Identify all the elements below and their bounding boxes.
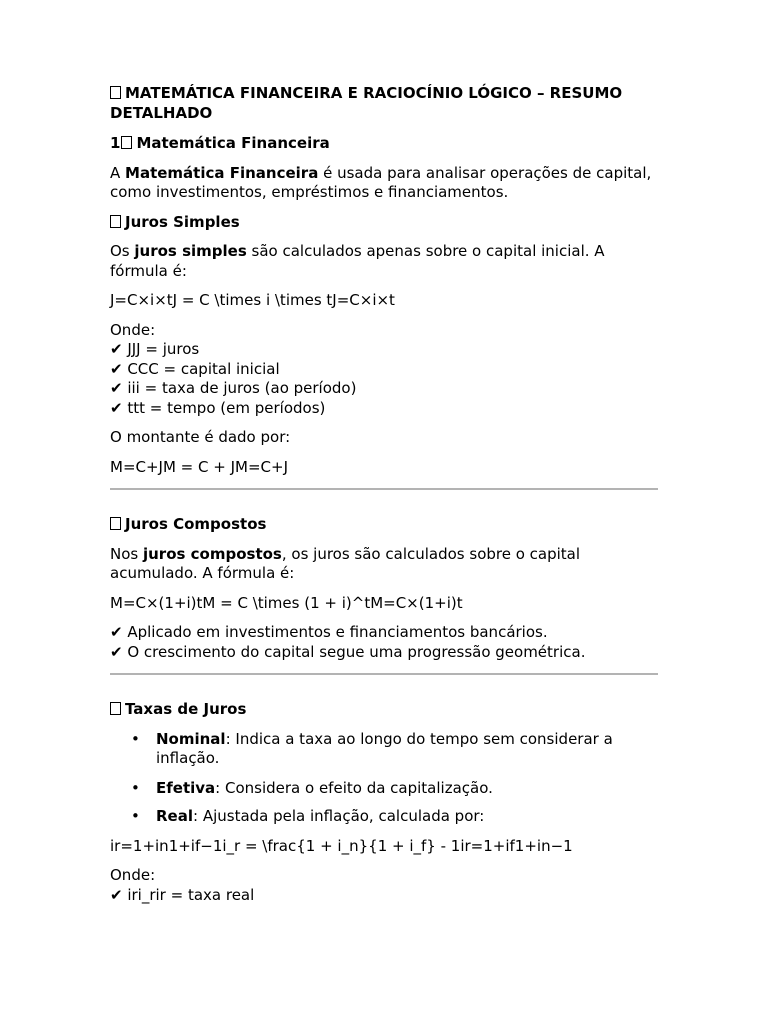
taxas-bullet-list bbox=[110, 730, 658, 827]
bullet-dot-icon: • bbox=[131, 778, 140, 797]
bullet-text: : Indica a taxa ao longo do tempo sem considerar a inflação. bbox=[156, 729, 613, 767]
onde-label: Onde: bbox=[110, 866, 156, 884]
horizontal-divider bbox=[110, 673, 658, 675]
heading-juros-compostos bbox=[110, 515, 658, 535]
bullet-text: : Considera o efeito da capitalização. bbox=[215, 778, 493, 797]
list-item: ✔ JJJ = juros bbox=[110, 340, 200, 358]
compostos-bold: juros compostos bbox=[142, 544, 282, 563]
document-title-text: MATEMÁTICA FINANCEIRA E RACIOCÍNIO LÓGICO – RESUMO DETALHADO bbox=[110, 84, 623, 122]
intro-prefix: A bbox=[110, 163, 126, 182]
intro-suffix: é usada para analisar operações de capital, como investimentos, empréstimos e financiamentos. bbox=[110, 163, 652, 201]
heading-taxas-de-juros bbox=[110, 700, 658, 720]
heading-taxas-text: Taxas de Juros bbox=[125, 700, 247, 718]
juros-simples-formula: J=C×i×tJ = C \times i \times tJ=C×i×t bbox=[110, 291, 395, 309]
box-glyph-icon bbox=[110, 517, 121, 530]
box-glyph-icon bbox=[121, 136, 132, 149]
heading-juros-compostos-text: Juros Compostos bbox=[125, 515, 267, 533]
bullet-bold: Nominal bbox=[156, 729, 226, 748]
intro-paragraph bbox=[110, 164, 658, 203]
juros-simples-onde-block bbox=[110, 321, 658, 419]
compostos-suffix: , os juros são calculados sobre o capital acumulado. A fórmula é: bbox=[110, 544, 581, 582]
taxa-real-formula: ir=1+in1+if−1i_r = \frac{1 + i_n}{1 + i_f} - 1ir=1+if1+in−1 bbox=[110, 836, 573, 855]
list-item bbox=[110, 807, 658, 827]
heading-juros-simples bbox=[110, 213, 658, 233]
juros-compostos-items bbox=[110, 623, 658, 662]
box-glyph-icon bbox=[110, 86, 121, 99]
list-item bbox=[110, 779, 658, 799]
bullet-dot-icon: • bbox=[131, 807, 140, 825]
bullet-bold: Efetiva bbox=[156, 778, 216, 797]
simples-suffix: são calculados apenas sobre o capital inicial. A fórmula é: bbox=[110, 242, 605, 280]
bullet-dot-icon: • bbox=[131, 729, 140, 748]
juros-compostos-formula: M=C×(1+i)tM = C \times (1 + i)^tM=C×(1+i)t bbox=[110, 593, 463, 612]
onde-label: Onde: bbox=[110, 320, 156, 339]
bullet-text: : Ajustada pela inflação, calculada por: bbox=[193, 807, 485, 825]
montante-label: O montante é dado por: bbox=[110, 428, 291, 446]
horizontal-divider bbox=[110, 488, 658, 490]
simples-prefix: Os bbox=[110, 242, 135, 260]
box-glyph-icon bbox=[110, 702, 121, 715]
list-item bbox=[110, 730, 658, 769]
section-heading-matematica-financeira bbox=[110, 134, 658, 154]
list-item: ✔ CCC = capital inicial bbox=[110, 359, 280, 378]
montante-formula: M=C+JM = C + JM=C+J bbox=[110, 457, 289, 476]
list-item: ✔ iii = taxa de juros (ao período) bbox=[110, 379, 357, 397]
juros-compostos-paragraph bbox=[110, 545, 658, 584]
box-glyph-icon bbox=[110, 215, 121, 228]
document-page bbox=[110, 84, 658, 905]
section-number: 1 bbox=[110, 134, 121, 152]
juros-simples-paragraph bbox=[110, 242, 658, 281]
document-title bbox=[110, 84, 658, 123]
intro-bold: Matemática Financeira bbox=[125, 163, 319, 182]
list-item: ✔ iri_rir = taxa real bbox=[110, 885, 255, 904]
compostos-prefix: Nos bbox=[110, 544, 143, 563]
section-heading-text: Matemática Financeira bbox=[136, 134, 330, 152]
list-item: ✔ Aplicado em investimentos e financiamentos bancários. bbox=[110, 623, 548, 641]
simples-bold: juros simples bbox=[134, 242, 247, 260]
list-item: ✔ ttt = tempo (em períodos) bbox=[110, 398, 326, 417]
list-item: ✔ O crescimento do capital segue uma progressão geométrica. bbox=[110, 642, 586, 661]
bullet-bold: Real bbox=[156, 807, 193, 825]
taxas-onde-block bbox=[110, 866, 658, 905]
heading-juros-simples-text: Juros Simples bbox=[125, 212, 240, 231]
